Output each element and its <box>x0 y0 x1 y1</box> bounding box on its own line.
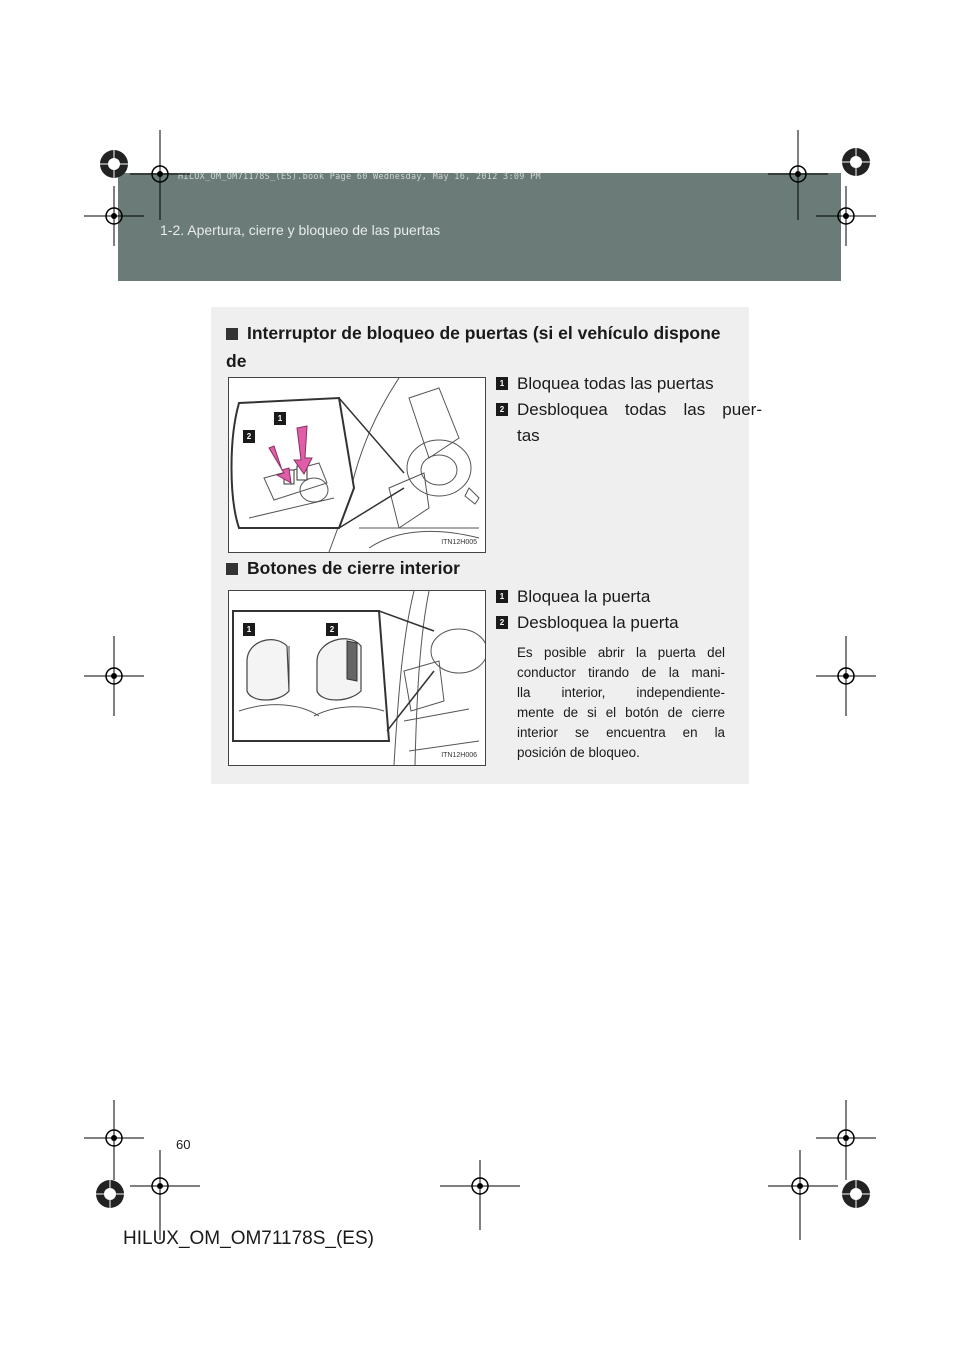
section-heading-interior-lock-buttons: Botones de cierre interior <box>226 554 736 582</box>
step-number: 1 <box>496 590 508 603</box>
figure-code: ITN12H005 <box>441 539 477 546</box>
square-bullet-icon <box>226 328 238 340</box>
page-number: 60 <box>176 1137 191 1152</box>
step-number: 2 <box>496 403 508 416</box>
section-title: 1-2. Apertura, cierre y bloqueo de las puertas <box>160 222 441 238</box>
step-item: 1 Bloquea todas las puertas <box>496 373 762 395</box>
callout-number: 2 <box>326 623 338 636</box>
square-bullet-icon <box>226 563 238 575</box>
section-heading-door-lock-switch: Interruptor de bloqueo de puertas (si el vehículo dispone de <box>226 323 721 371</box>
crosshair-mark-icon <box>130 1150 200 1240</box>
step-number: 1 <box>496 377 508 390</box>
crosshair-mark-icon <box>816 636 876 716</box>
step-item: 2 Desbloquea la puerta <box>496 612 762 634</box>
crosshair-mark-icon <box>440 1160 520 1230</box>
crosshair-mark-icon <box>816 186 876 246</box>
registration-mark-icon <box>828 1160 888 1230</box>
figure-code: ITN12H006 <box>441 752 477 759</box>
door-lock-switch-illustration <box>229 378 485 552</box>
callout-number: 1 <box>274 412 286 425</box>
note-paragraph: Es posible abrir la puerta del conductor tirando de la mani- lla interior, independiente- mente de si el botón de cierre interior se encuentra en la posición de bloqueo. <box>517 645 725 760</box>
content-box <box>211 307 762 784</box>
crosshair-mark-icon <box>84 186 144 246</box>
registration-mark-icon <box>832 138 884 190</box>
document-id-footer: HILUX_OM_OM71178S_(ES) <box>123 1228 374 1249</box>
step-item: 1 Bloquea la puerta <box>496 586 762 608</box>
print-info: HILUX_OM_OM71178S_(ES).book Page 60 Wednesday, May 16, 2012 3:09 PM <box>178 172 541 182</box>
interior-lock-button-illustration <box>229 591 485 765</box>
step-number: 2 <box>496 616 508 629</box>
figure-door-lock-switch <box>228 377 486 553</box>
zoom-inset <box>232 398 355 528</box>
callout-number: 1 <box>243 623 255 636</box>
step-item: 2 Desbloquea todas las puer- tas <box>496 399 762 447</box>
callout-number: 2 <box>243 430 255 443</box>
crosshair-mark-icon <box>84 636 144 716</box>
figure-interior-lock-buttons <box>228 590 486 766</box>
